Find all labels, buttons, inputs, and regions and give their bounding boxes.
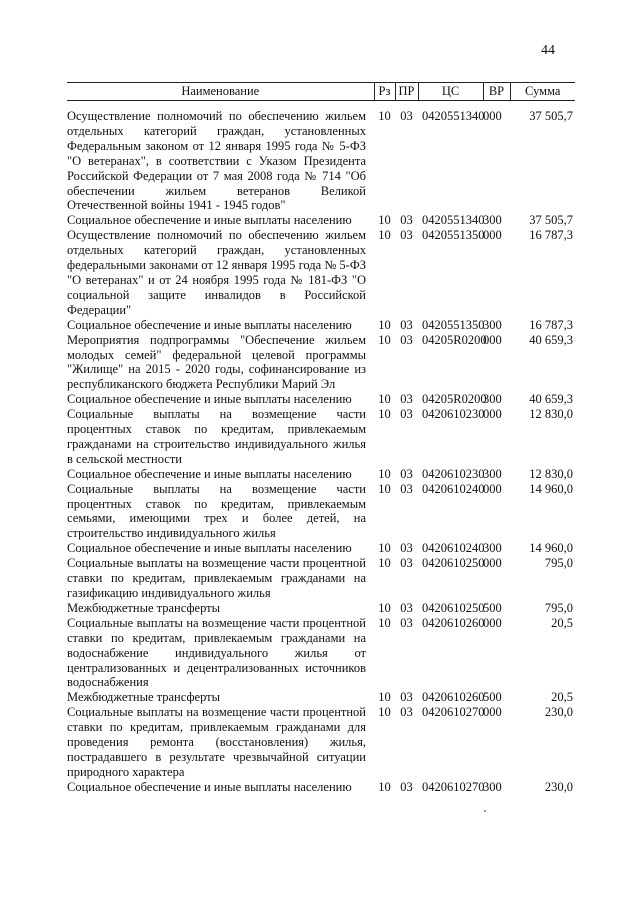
table-row: [67, 601, 575, 616]
cell-rz: 10: [378, 779, 391, 794]
table-row: [67, 556, 575, 601]
cell-rz: 10: [378, 213, 391, 228]
table-row: [67, 318, 575, 333]
page-number: 44: [541, 43, 555, 58]
cell-cs: 0420610250: [422, 556, 485, 571]
cell-vr: 000: [483, 556, 502, 571]
cell-name: Социальное обеспечение и иные выплаты населению: [67, 317, 352, 332]
cell-pr: 03: [400, 109, 413, 123]
cell-name: Межбюджетные трансферты: [67, 600, 221, 615]
cell-cs: 0420551350: [422, 317, 485, 332]
cell-pr: 03: [400, 407, 413, 422]
cell-rz: 10: [378, 228, 391, 243]
cell-pr: 03: [400, 615, 413, 630]
table-row: [67, 482, 575, 542]
header-pr: ПР: [395, 83, 418, 101]
cell-pr: 03: [400, 213, 413, 228]
cell-vr: 300: [483, 466, 502, 481]
cell-name: Социальное обеспечение и иные выплаты населению: [67, 541, 352, 556]
cell-name: Социальное обеспечение и иные выплаты населению: [67, 213, 352, 228]
cell-cs: 0420610270: [422, 779, 485, 794]
cell-sum: 230,0: [544, 779, 573, 794]
cell-rz: 10: [378, 481, 391, 496]
cell-name: Социальное обеспечение и иные выплаты населению: [67, 779, 352, 794]
cell-name: Социальные выплаты на возмещение части процентной ставки по кредитам, привлекаемым гражданами для проведения ремонта (восстановления) жилья, пострадавшего в результате чрезвычайной ситуации природного характера: [67, 705, 366, 779]
cell-name: Мероприятия подпрограммы "Обеспечение жильем молодых семей" федеральной целевой программы "Жилище" на 2015 - 2020 годы, софинансирование из республиканского бюджета Республики Марий Эл: [67, 332, 366, 392]
cell-cs: 0420610230: [422, 407, 485, 422]
header-rz: Рз: [374, 83, 395, 101]
cell-name: Социальные выплаты на возмещение части процентных ставок по кредитам, привлекаемым гражданами на строительство индивидуального жилья в сельской местности: [67, 407, 366, 466]
table-row: [67, 392, 575, 407]
cell-name: Осуществление полномочий по обеспечению жильем отдельных категорий граждан, установленных федеральными законами от 12 января 1995 года № 5-ФЗ "О ветеранах" и от 24 ноября 1995 года № 181-ФЗ "О социальной защите инвалидов в Российской Федерации": [67, 228, 366, 317]
table-row: [67, 101, 575, 214]
cell-name: Социальное обеспечение и иные выплаты населению: [67, 392, 352, 407]
cell-vr: 300: [483, 213, 502, 228]
table-body: [67, 101, 575, 795]
cell-rz: 10: [378, 600, 391, 615]
cell-sum: 14 960,0: [529, 481, 573, 496]
cell-cs: 04205R0200: [422, 392, 487, 407]
cell-cs: 0420610270: [422, 705, 485, 720]
cell-pr: 03: [400, 466, 413, 481]
cell-vr: 000: [483, 228, 502, 243]
cell-rz: 10: [378, 466, 391, 481]
scan-artifact: [484, 810, 486, 812]
cell-name: Осуществление полномочий по обеспечению жильем отдельных категорий граждан, установленных Федеральным законом от 12 января 1995 года № 5-ФЗ "О ветеранах", в соответствии с Указом Президента Российской Федерации от 7 мая 2008 года № 714 "Об обеспечении жильем ветеранов Великой Отечественной войны 1941 - 1945 годов": [67, 109, 366, 213]
cell-rz: 10: [378, 615, 391, 630]
budget-table: [67, 82, 575, 795]
cell-pr: 03: [400, 317, 413, 332]
table-row: [67, 333, 575, 393]
cell-sum: 37 505,7: [529, 213, 573, 228]
cell-vr: 300: [483, 541, 502, 556]
header-sum: Сумма: [510, 83, 575, 101]
cell-sum: 16 787,3: [529, 317, 573, 332]
cell-sum: 14 960,0: [529, 541, 573, 556]
table-row: [67, 541, 575, 556]
cell-sum: 40 659,3: [529, 392, 573, 407]
cell-cs: 0420610230: [422, 466, 485, 481]
cell-cs: 0420610250: [422, 600, 485, 615]
cell-sum: 20,5: [551, 690, 573, 705]
cell-rz: 10: [378, 556, 391, 571]
table-row: [67, 467, 575, 482]
cell-pr: 03: [400, 228, 413, 243]
cell-vr: 500: [483, 600, 502, 615]
header-name: Наименование: [67, 83, 374, 101]
cell-rz: 10: [378, 407, 391, 422]
cell-cs: 0420551340: [422, 109, 485, 123]
table-row: [67, 213, 575, 228]
cell-vr: 300: [483, 392, 502, 407]
table-header: [67, 83, 575, 101]
header-vr: ВР: [483, 83, 510, 101]
cell-pr: 03: [400, 392, 413, 407]
table-row: [67, 705, 575, 780]
cell-name: Социальное обеспечение и иные выплаты населению: [67, 466, 352, 481]
header-cs: ЦС: [418, 83, 483, 101]
cell-vr: 000: [483, 481, 502, 496]
cell-sum: 16 787,3: [529, 228, 573, 243]
cell-vr: 000: [483, 407, 502, 422]
cell-name: Межбюджетные трансферты: [67, 690, 221, 705]
cell-rz: 10: [378, 332, 391, 347]
cell-vr: 300: [483, 317, 502, 332]
cell-vr: 300: [483, 779, 502, 794]
cell-cs: 0420610260: [422, 690, 485, 705]
table-row: [67, 616, 575, 691]
cell-pr: 03: [400, 690, 413, 705]
table-row: [67, 228, 575, 317]
cell-sum: 795,0: [544, 600, 573, 615]
cell-cs: 0420610240: [422, 481, 485, 496]
cell-pr: 03: [400, 600, 413, 615]
cell-sum: 795,0: [544, 556, 573, 571]
cell-cs: 0420610260: [422, 615, 485, 630]
cell-vr: 000: [483, 332, 502, 347]
cell-vr: 000: [483, 705, 502, 720]
cell-pr: 03: [400, 779, 413, 794]
cell-pr: 03: [400, 556, 413, 571]
table-row: [67, 780, 575, 795]
cell-sum: 230,0: [544, 705, 573, 720]
cell-rz: 10: [378, 109, 391, 123]
cell-pr: 03: [400, 541, 413, 556]
cell-sum: 12 830,0: [529, 466, 573, 481]
cell-vr: 000: [483, 109, 502, 123]
cell-rz: 10: [378, 541, 391, 556]
cell-cs: 0420551340: [422, 213, 485, 228]
cell-vr: 500: [483, 690, 502, 705]
cell-sum: 20,5: [551, 615, 573, 630]
cell-name: Социальные выплаты на возмещение части процентных ставок по кредитам, привлекаемым семьями, имеющими трех и более детей, на строительство индивидуального жилья: [67, 481, 366, 541]
cell-pr: 03: [400, 705, 413, 720]
cell-rz: 10: [378, 705, 391, 720]
cell-rz: 10: [378, 392, 391, 407]
cell-rz: 10: [378, 317, 391, 332]
cell-sum: 37 505,7: [529, 109, 573, 123]
cell-sum: 40 659,3: [529, 332, 573, 347]
cell-rz: 10: [378, 690, 391, 705]
cell-vr: 000: [483, 615, 502, 630]
cell-name: Социальные выплаты на возмещение части процентной ставки по кредитам, привлекаемым гражданами на газификацию индивидуального жилья: [67, 556, 366, 600]
cell-cs: 04205R0200: [422, 332, 487, 347]
cell-sum: 12 830,0: [529, 407, 573, 422]
cell-pr: 03: [400, 481, 413, 496]
cell-pr: 03: [400, 332, 413, 347]
table-row: [67, 690, 575, 705]
table-row: [67, 407, 575, 467]
cell-cs: 0420551350: [422, 228, 485, 243]
cell-name: Социальные выплаты на возмещение части процентной ставки по кредитам, привлекаемым гражданами на водоснабжение индивидуального жилья от централизованных и децентрализованных источников водоснабжения: [67, 615, 366, 690]
cell-cs: 0420610240: [422, 541, 485, 556]
